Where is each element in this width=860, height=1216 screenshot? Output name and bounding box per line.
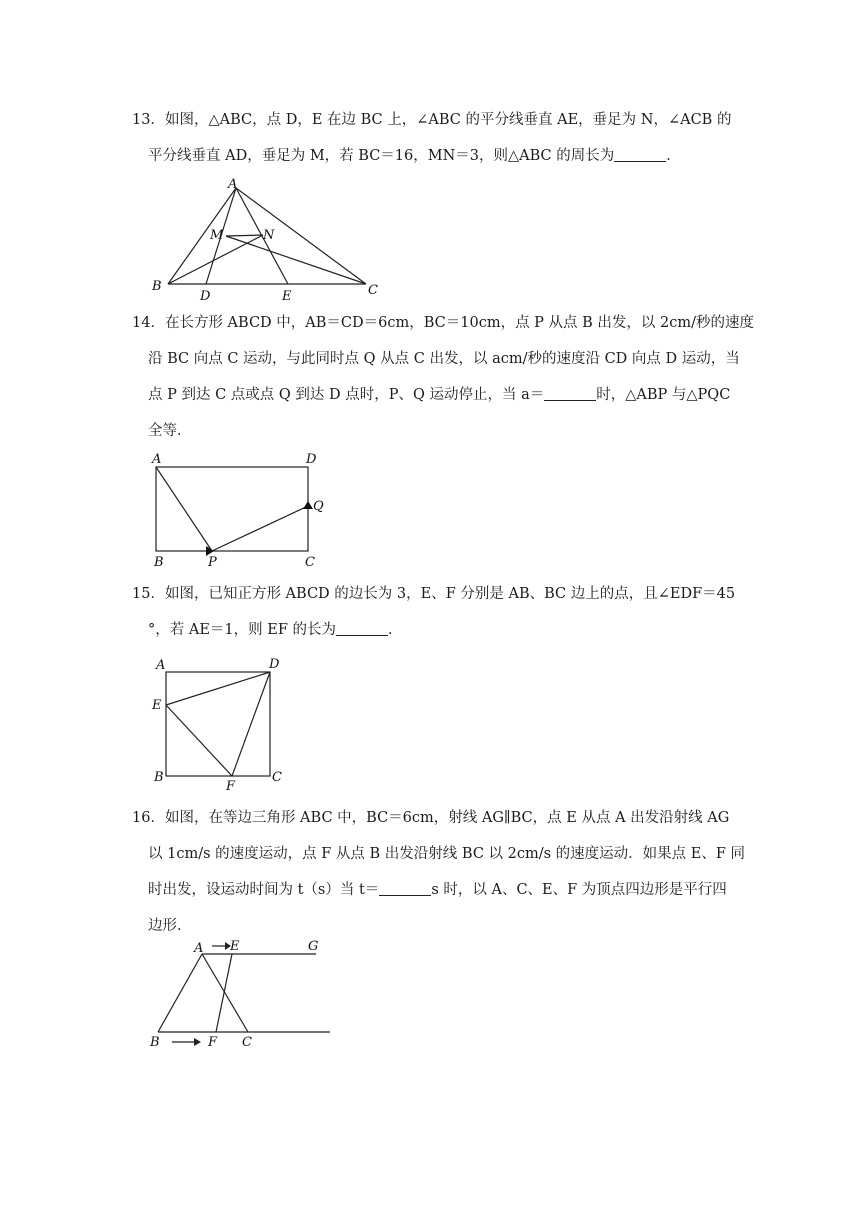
label-A: A: [152, 452, 162, 467]
problem-14-line-2: 沿 BC 向点 C 运动，与此同时点 Q 从点 C 出发，以 acm/秒的速度沿 CD 向点 D 运动，当: [148, 351, 740, 367]
problem-15-line-2: °，若 AE＝1，则 EF 的长为 ．: [148, 622, 403, 638]
figure-13: [148, 174, 388, 304]
label-B: B: [154, 770, 164, 785]
figure-15: [150, 654, 290, 792]
answer-blank[interactable]: [336, 621, 388, 636]
problem-14: [132, 305, 755, 449]
label-A: A: [194, 941, 204, 956]
problem-14-line-3: 点 P 到达 C 点或点 Q 到达 D 点时，P、Q 运动停止，当 a＝ 时，△ABP 与△PQC: [148, 387, 731, 403]
problem-16-line-1: 16．如图，在等边三角形 ABC 中，BC＝6cm，射线 AG∥BC，点 E 从点 A 出发沿射线 AG: [132, 810, 730, 826]
problem-16-line-4: 边形．: [148, 918, 192, 934]
label-D: D: [200, 289, 211, 304]
figure-16: [146, 936, 336, 1052]
label-E: E: [282, 289, 292, 304]
label-P: P: [208, 555, 217, 570]
problem-15: [132, 576, 736, 648]
label-G: G: [308, 939, 319, 954]
label-B: B: [154, 555, 164, 570]
problem-13-line-2: 平分线垂直 AD，垂足为 M，若 BC＝16，MN＝3，则△ABC 的周长为 ．: [148, 148, 681, 164]
label-C: C: [242, 1035, 252, 1050]
answer-blank[interactable]: [614, 147, 666, 162]
label-A: A: [156, 658, 166, 673]
problem-16-line-3: 时出发，设运动时间为 t（s）当 t＝ s 时，以 A、C、E、F 为顶点四边形是平行四: [148, 882, 727, 898]
label-M: M: [210, 228, 224, 243]
label-F: F: [208, 1035, 218, 1050]
problem-13: [132, 102, 732, 174]
problem-16: [132, 800, 746, 944]
problem-14-line-1: 14．在长方形 ABCD 中，AB＝CD＝6cm，BC＝10cm，点 P 从点 B 出发，以 2cm/秒的速度: [132, 315, 755, 331]
label-A: A: [228, 177, 238, 192]
label-F: F: [226, 779, 236, 792]
label-B: B: [152, 279, 162, 294]
label-E: E: [152, 698, 162, 713]
label-C: C: [368, 283, 378, 298]
figure-14: [146, 448, 336, 572]
label-B: B: [150, 1035, 160, 1050]
problem-14-line-4: 全等．: [148, 423, 192, 439]
label-D: D: [269, 657, 280, 672]
label-C: C: [305, 555, 315, 570]
problem-15-line-1: 15．如图，已知正方形 ABCD 的边长为 3，E、F 分别是 AB、BC 边上的点，且∠EDF＝45: [132, 586, 736, 602]
label-E: E: [230, 939, 240, 954]
answer-blank[interactable]: [544, 386, 596, 401]
label-Q: Q: [313, 499, 324, 514]
label-N: N: [263, 228, 275, 243]
problem-13-line-1: 13．如图，△ABC，点 D，E 在边 BC 上，∠ABC 的平分线垂直 AE，垂足为 N，∠ACB 的: [132, 112, 732, 128]
answer-blank[interactable]: [379, 881, 431, 896]
label-D: D: [306, 452, 317, 467]
label-C: C: [272, 770, 282, 785]
problem-16-line-2: 以 1cm/s 的速度运动，点 F 从点 B 出发沿射线 BC 以 2cm/s 的速度运动．如果点 E、F 同: [148, 846, 746, 862]
